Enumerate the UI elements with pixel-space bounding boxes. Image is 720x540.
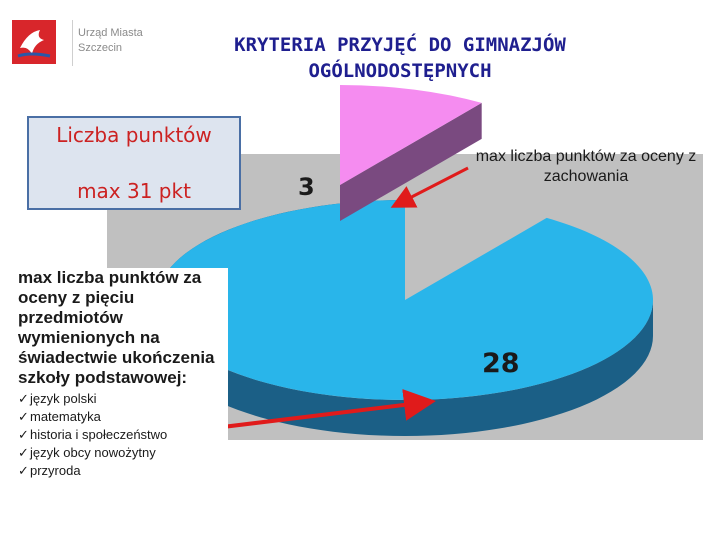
logo-line2: Szczecin (78, 42, 123, 54)
subjects-heading: max liczba punktów za oceny z pięciu przedmiotów wymienionych na świadectwie ukończenia szkoły podstawowej: (18, 268, 215, 387)
points-box-line2: max 31 pkt (77, 179, 191, 203)
check-icon: ✓ (18, 463, 29, 478)
list-item: ✓język obcy nowożytny (18, 445, 156, 460)
logo-line1: Urząd Miasta (78, 27, 143, 39)
subjects-list (18, 390, 228, 480)
points-box-line1: Liczba punktów (56, 123, 212, 147)
check-icon: ✓ (18, 391, 29, 406)
data-label-behavior: 3 (298, 173, 315, 201)
subjects-annotation (18, 268, 228, 480)
behavior-annotation: max liczba punktów za oceny z zachowania (475, 148, 697, 185)
check-icon: ✓ (18, 427, 29, 442)
check-icon: ✓ (18, 445, 29, 460)
list-item: ✓przyroda (18, 463, 81, 478)
title-line1: KRYTERIA PRZYJĘĆ DO GIMNAZJÓW (234, 34, 566, 56)
title-line2: OGÓLNODOSTĘPNYCH (308, 60, 492, 82)
list-item: ✓matematyka (18, 409, 101, 424)
check-icon: ✓ (18, 409, 29, 424)
list-item: ✓historia i społeczeństwo (18, 427, 168, 442)
data-label-subjects: 28 (482, 348, 520, 379)
list-item: ✓język polski (18, 391, 97, 406)
points-total-box (27, 116, 241, 210)
slice-subjects (157, 200, 653, 400)
